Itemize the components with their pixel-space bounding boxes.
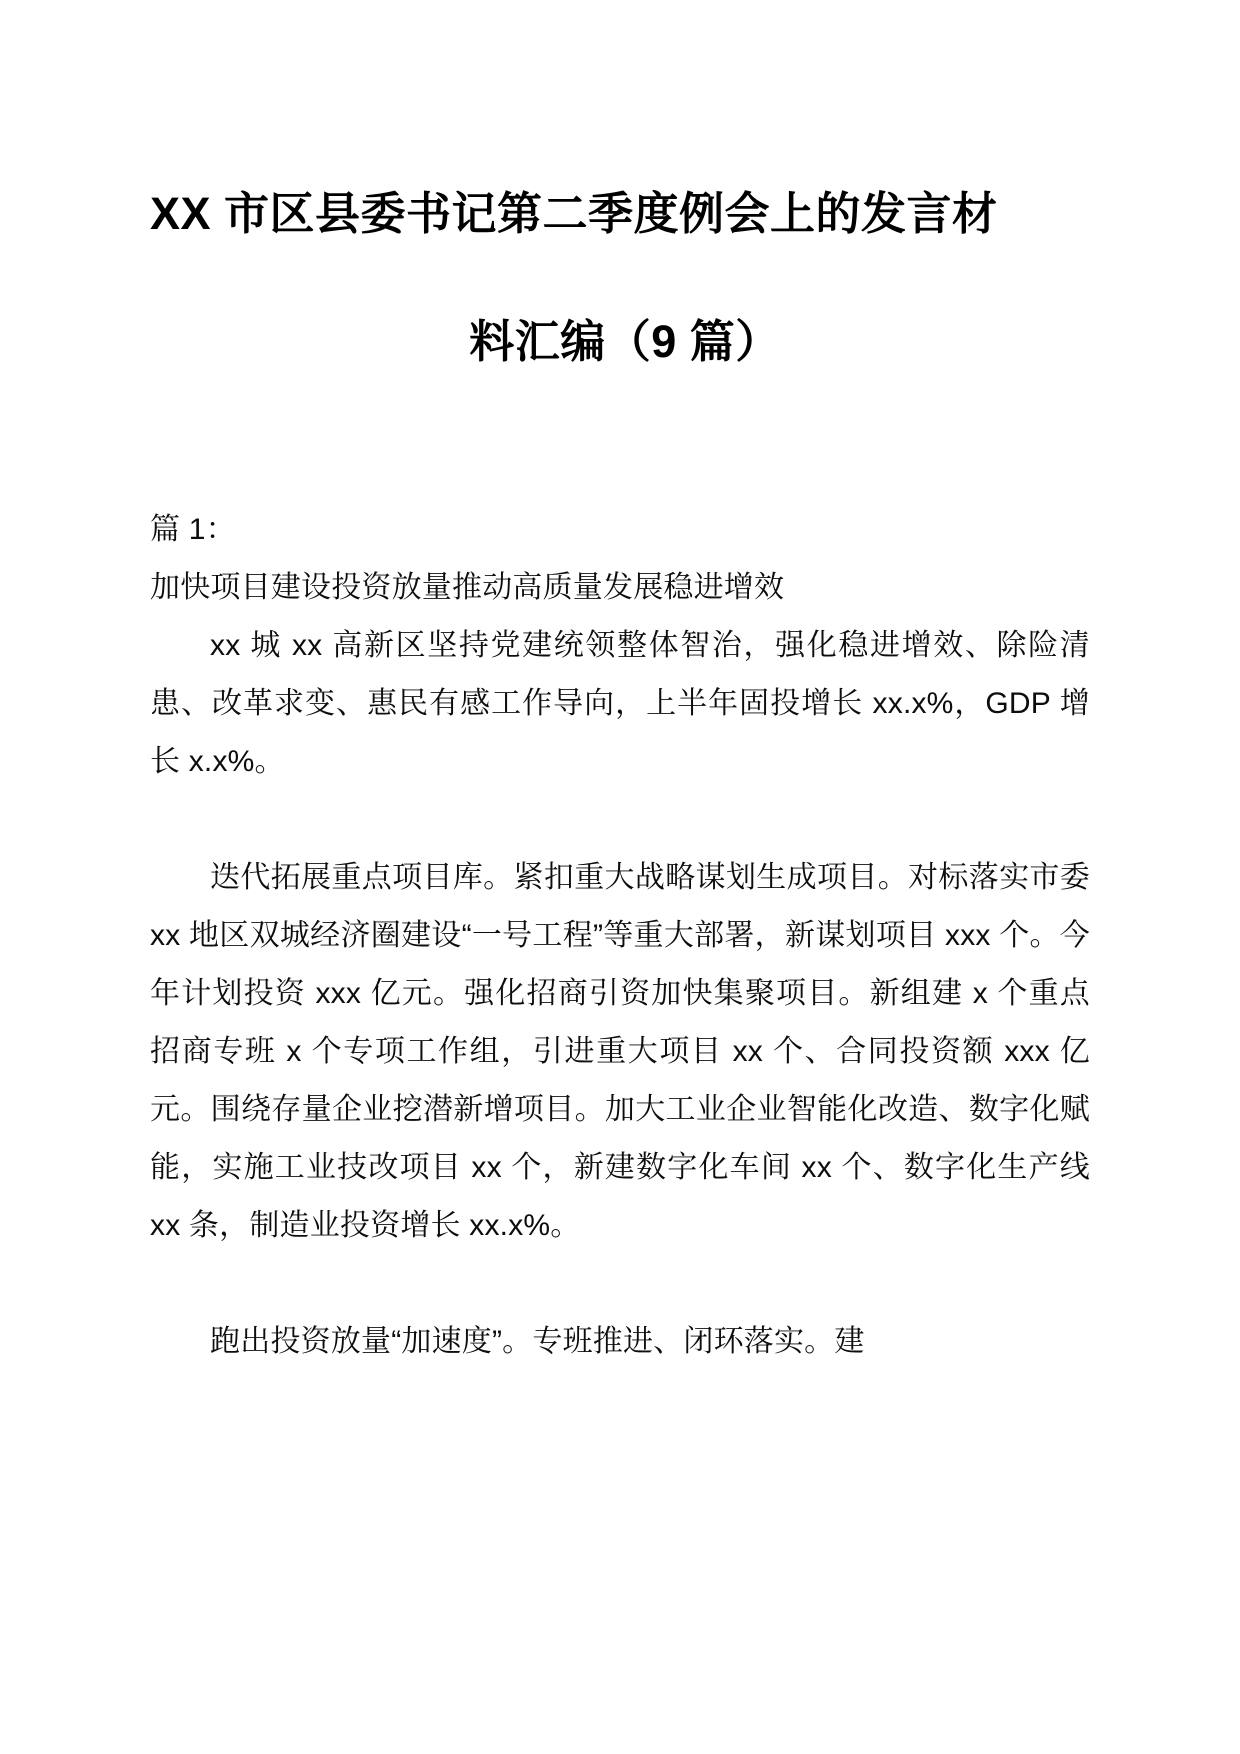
paragraph-spacer bbox=[150, 791, 1090, 849]
page-title-line-2: 料汇编（9 篇） bbox=[469, 316, 781, 367]
body-paragraph-3: 跑出投资放量“加速度”。专班推进、闭环落实。建 bbox=[210, 1325, 865, 1358]
body-paragraph-1: xx 城 xx 高新区坚持党建统领整体智治，强化稳进增效、除险清患、改革求变、惠民有感工作导向，上半年固投增长 xx.x%，GDP 增长 x.x%。 bbox=[150, 629, 1090, 778]
body-paragraph-2: 迭代拓展重点项目库。紧扣重大战略谋划生成项目。对标落实市委 xx 地区双城经济圈建设“一号工程”等重大部署，新谋划项目 xxx 个。今年计划投资 xxx 亿元。强化招商引资加快集聚项目。新组建 x 个重点招商专班 x 个专项工作组，引进重大项目 xx 个、合同投资额 xxx 亿元。围绕存量企业挖潜新增项目。加大工业企业智能化改造、数字化赋能，实施工业技改项目 xx 个，新建数字化车间 xx 个、数字化生产线 xx 条，制造业投资增长 xx.x%。 bbox=[150, 861, 1090, 1242]
section-heading: 加快项目建设投资放量推动高质量发展稳进增效 bbox=[150, 571, 785, 604]
document-body bbox=[150, 501, 1090, 1371]
page-title-line-1: XX 市区县委书记第二季度例会上的发言材 bbox=[150, 188, 998, 239]
section-marker: 篇 1： bbox=[150, 513, 236, 546]
paragraph-spacer bbox=[150, 1255, 1090, 1313]
